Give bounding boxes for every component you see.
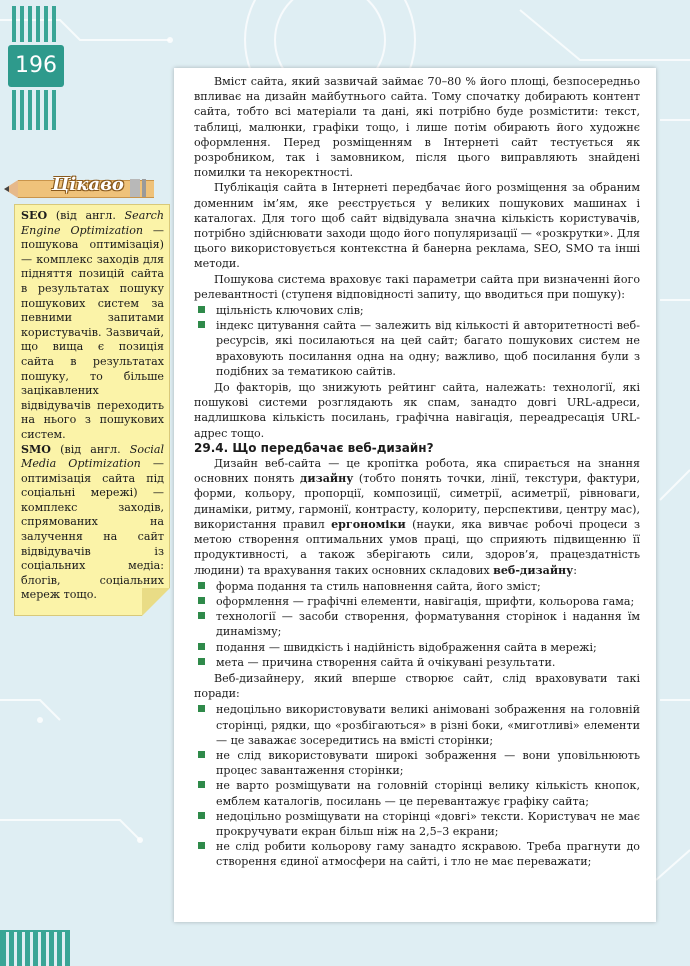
smo-text-1: (від англ. — [50, 442, 130, 456]
bullet-icon — [198, 643, 205, 650]
list-item — [216, 640, 640, 655]
main-content — [174, 68, 656, 870]
pencil-band-end — [142, 179, 146, 197]
list-item-text: недоцільно використовувати великі анімовані зображення на головній сторінці, рядки, що «розбігаються» в різні боки, «миготливі» елементи — це заважає зосередитись на вмісті сторінки; — [216, 703, 640, 747]
sidebar-note — [14, 204, 170, 616]
bullet-icon — [198, 321, 205, 328]
seo-english: Search Engine Optimization — [21, 209, 164, 237]
bullet-icon — [198, 612, 205, 619]
list-item-text: індекс цитування сайта — залежить від кількості й авторитетності веб-ресурсів, які посилаються на цей сайт; багато пошукових систем не враховують посилання одна на одну; важливо, щоб посилання були з подібних за тематикою сайтів. — [216, 319, 640, 378]
list-search-params — [194, 303, 640, 379]
seo-text-1: (від англ. — [47, 209, 125, 222]
bullet-icon — [198, 705, 205, 712]
list-item-text: технології — засоби створення, форматування сторінок і надання їм динамізму; — [216, 610, 640, 639]
sidebar-title: Цікаво — [52, 174, 124, 195]
list-item-text: недоцільно розміщувати на сторінці «довгі» тексти. Користувач не має прокручувати екран більш ніж на 2,5–3 екрани; — [216, 809, 640, 838]
paragraph-web-design — [194, 456, 640, 578]
bullet-icon — [198, 597, 205, 604]
list-item — [216, 594, 640, 609]
list-item — [216, 579, 640, 594]
pencil-band — [130, 179, 140, 197]
bullet-icon — [198, 842, 205, 849]
smo-definition — [21, 443, 164, 604]
list-item-text: подання — швидкість і надійність відображення сайта в мережі; — [216, 640, 597, 654]
list-item — [216, 655, 640, 670]
list-item-text: форма подання та стиль наповнення сайта, його зміст; — [216, 579, 541, 593]
list-item — [216, 748, 640, 778]
main-panel — [174, 68, 656, 922]
list-item-text: не слід використовувати широкі зображення — вони уповільнюють процес завантаження сторінки; — [216, 748, 640, 778]
page-number: 196 — [8, 45, 64, 87]
p5-text-a: Дизайн веб-сайта — це кропітка робота, яка спирається на знання основних понять — [194, 457, 640, 486]
list-item — [216, 839, 640, 869]
p5-text-b: (тобто понять точки, лінії, текстури, фактури, форми, кольору, пропорції, композиції, симетрії, асиметрії, рівноваги, динаміки, ритму, гармонії, контрасту, колориту, перспективи, центру мас), використання правил — [194, 472, 640, 531]
seo-definition — [21, 209, 164, 443]
list-item — [216, 609, 640, 639]
list-advice — [194, 702, 640, 869]
list-item-text: не варто розміщувати на головній сторінці велику кількість кнопок, емблем каталогів, посилань — це перевантажує графіку сайта; — [216, 779, 640, 808]
list-item-text: не слід робити кольорову гаму занадто яскравою. Треба прагнути до створення єдиної атмосфери на сайті, і тло не має переважати; — [216, 840, 640, 869]
pencil-lead-icon — [4, 186, 9, 192]
paragraph-publication: Публікація сайта в Інтернеті передбачає його розміщення за обраним доменним ім’ям, яке реєструється у великих пошукових машинах і каталогах. Для того щоб сайт відвідувала значна кількість користувачів, потрібно здійснювати заходи щодо його популяризації — «розкрутки». Для цього використовується контекстна й банерна реклама, SEO, SMO та інші методи. — [194, 181, 640, 271]
bullet-icon — [198, 812, 205, 819]
list-item — [216, 303, 640, 318]
paragraph-content: Вміст сайта, який зазвичай займає 70–80 % його площі, безпосередньо впливає на дизайн майбутнього сайта. Тому спочатку добирають контент сайта, тобто всі матеріали та дані, які потрібно буде розмістити: текст, таблиці, малюнки, графіки тощо, і лише потім обирають його художнє оформлення. Перед розміщенням в Інтернеті сайт тестується як розробником, так і замовником, після цього виправляють знайдені помилки та некоректності. — [194, 75, 640, 180]
paragraph-rating-factors: До факторів, що знижують рейтинг сайта, належать: технології, які пошукові системи розглядають як спам, занадто довгі URL-адреси, надлишкова кількість посилань, графічна навігація, переадресація URL-адрес тощо. — [194, 381, 640, 440]
list-item — [216, 702, 640, 748]
term-design: дизайну — [300, 472, 354, 486]
smo-text-2: — оптимізація сайта під соціальні мережі) — комплекс заходів, спрямованих на залучення на сайт відвідувачів із соціальних медіа: блогів, соціальних мереж тощо. — [21, 457, 164, 602]
term-ergonomics: ергономіки — [331, 517, 406, 531]
smo-english: Social Media Optimization — [21, 442, 164, 471]
section-heading: 29.4. Що передбачає веб-дизайн? — [194, 440, 434, 455]
paragraph-search-params: Пошукова система враховує такі параметри сайта при визначенні його релевантності (ступеня відповідності запиту, що вводиться при пошуку): — [194, 272, 640, 301]
bullet-icon — [198, 658, 205, 665]
term-web-design: веб-дизайну — [493, 563, 574, 577]
bullet-icon — [198, 751, 205, 758]
list-item-text: оформлення — графічні елементи, навігація, шрифти, кольорова гама; — [216, 594, 635, 608]
bullet-icon — [198, 306, 205, 313]
bullet-icon — [198, 582, 205, 589]
seo-term: SEO — [21, 209, 48, 222]
smo-term: SMO — [21, 442, 51, 456]
sidebar-header — [12, 176, 162, 200]
p5-text-c: (науки, яка вивчає робочі процеси з метою створення оптимальних умов праці, що сприяють підвищенню її продуктивності, а також зберігають сили, здоров’я, працездатність людини) та врахування таких основних складових — [194, 517, 640, 577]
list-item — [216, 318, 640, 379]
seo-text-2: — пошукова оптимізація) — комплекс заходів для підняття позицій сайта в результатах пошуку пошукових систем за певними запитами користувачів. Зазвичай, що вища є позиція сайта в результатах пошуку, то більше зацікавлених відвідувачів переходить на нього з пошукових систем. — [21, 223, 164, 441]
list-item-text: мета — причина створення сайта й очікувані результати. — [216, 655, 556, 669]
p5-text-d: : — [573, 563, 578, 577]
list-web-design-components — [194, 579, 640, 670]
list-item — [216, 778, 640, 808]
bullet-icon — [198, 781, 205, 788]
list-item-text: щільність ключових слів; — [216, 304, 364, 318]
sidebar-text — [15, 205, 169, 603]
list-item — [216, 809, 640, 839]
paragraph-advice-intro: Веб-дизайнеру, який вперше створює сайт, слід враховувати такі поради: — [194, 671, 640, 701]
